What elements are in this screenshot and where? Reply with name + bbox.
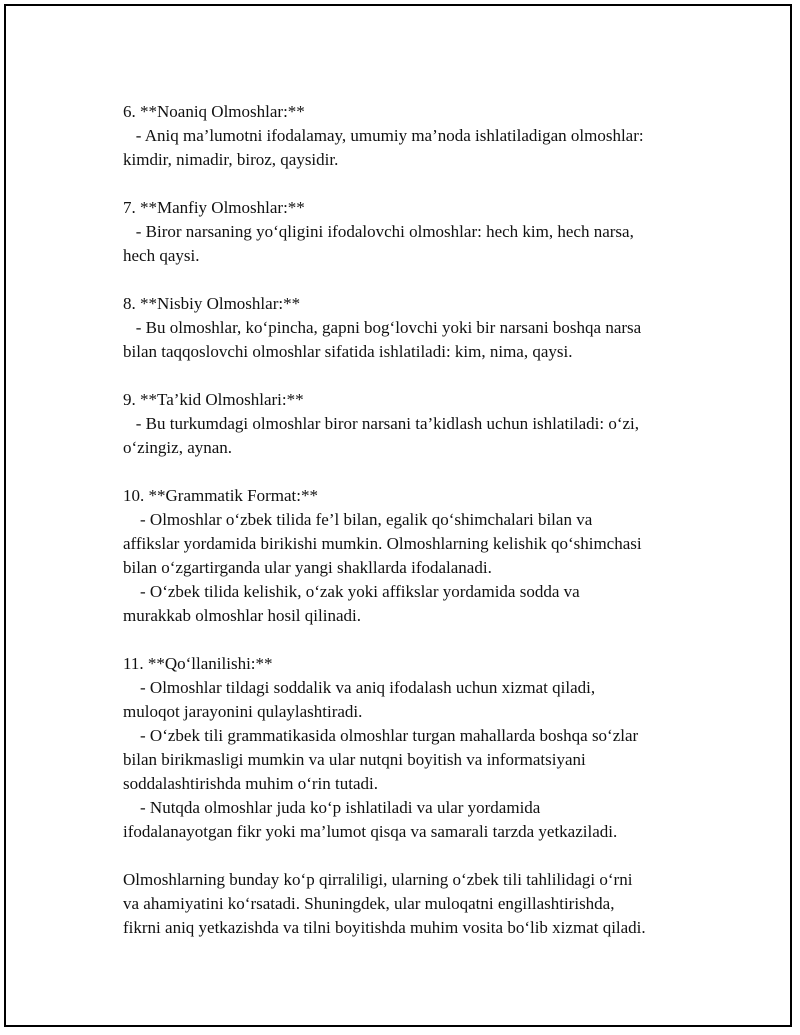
document-page: [4, 4, 792, 1027]
paragraph-line: - Olmoshlar tildagi soddalik va aniq ifodalash uchun xizmat qiladi,: [123, 678, 596, 697]
paragraph-line: o‘zingiz, aynan.: [123, 438, 233, 457]
paragraph-line: - O‘zbek tilida kelishik, o‘zak yoki affikslar yordamida sodda va: [123, 582, 580, 601]
document-body: [123, 100, 723, 964]
section-qollanilishi: [123, 652, 723, 844]
section-takid-olmoshlari: [123, 388, 723, 460]
paragraph-line: muloqot jarayonini qulaylashtiradi.: [123, 702, 363, 721]
section-heading: 10. **Grammatik Format:**: [123, 486, 319, 505]
paragraph-line: - Bu olmoshlar, ko‘pincha, gapni bog‘lovchi yoki bir narsani boshqa narsa: [123, 318, 642, 337]
paragraph-line: fikrni aniq yetkazishda va tilni boyitishda muhim vosita bo‘lib xizmat qiladi.: [123, 918, 646, 937]
closing-paragraph: [123, 868, 723, 940]
paragraph-line: - Nutqda olmoshlar juda ko‘p ishlatiladi va ular yordamida: [123, 798, 541, 817]
paragraph-line: soddalashtirishda muhim o‘rin tutadi.: [123, 774, 378, 793]
paragraph-line: - O‘zbek tili grammatikasida olmoshlar turgan mahallarda boshqa so‘zlar: [123, 726, 639, 745]
section-grammatik-format: [123, 484, 723, 628]
paragraph-line: - Biror narsaning yo‘qligini ifodalovchi olmoshlar: hech kim, hech narsa,: [123, 222, 634, 241]
section-heading: 6. **Noaniq Olmoshlar:**: [123, 102, 305, 121]
section-nisbiy-olmoshlar: [123, 292, 723, 364]
paragraph-line: affikslar yordamida birikishi mumkin. Olmoshlarning kelishik qo‘shimchasi: [123, 534, 642, 553]
paragraph-line: ifodalanayotgan fikr yoki ma’lumot qisqa va samarali tarzda yetkaziladi.: [123, 822, 618, 841]
section-heading: 9. **Ta’kid Olmoshlari:**: [123, 390, 304, 409]
section-heading: 11. **Qo‘llanilishi:**: [123, 654, 273, 673]
paragraph-line: bilan o‘zgartirganda ular yangi shakllarda ifodalanadi.: [123, 558, 492, 577]
paragraph-line: - Bu turkumdagi olmoshlar biror narsani ta’kidlash uchun ishlatiladi: o‘zi,: [123, 414, 640, 433]
paragraph-line: Olmoshlarning bunday ko‘p qirraliligi, ularning o‘zbek tili tahlilidagi o‘rni: [123, 870, 633, 889]
section-heading: 8. **Nisbiy Olmoshlar:**: [123, 294, 301, 313]
paragraph-line: bilan taqqoslovchi olmoshlar sifatida ishlatiladi: kim, nima, qaysi.: [123, 342, 573, 361]
paragraph-line: hech qaysi.: [123, 246, 200, 265]
paragraph-line: bilan birikmasligi mumkin va ular nutqni boyitish va informatsiyani: [123, 750, 586, 769]
paragraph-line: - Aniq ma’lumotni ifodalamay, umumiy ma’noda ishlatiladigan olmoshlar:: [123, 126, 644, 145]
paragraph-line: va ahamiyatini ko‘rsatadi. Shuningdek, ular muloqatni engillashtirishda,: [123, 894, 615, 913]
section-noaniq-olmoshlar: [123, 100, 723, 172]
paragraph-line: kimdir, nimadir, biroz, qaysidir.: [123, 150, 339, 169]
paragraph-line: - Olmoshlar o‘zbek tilida fe’l bilan, egalik qo‘shimchalari bilan va: [123, 510, 593, 529]
section-manfiy-olmoshlar: [123, 196, 723, 268]
paragraph-line: murakkab olmoshlar hosil qilinadi.: [123, 606, 361, 625]
section-heading: 7. **Manfiy Olmoshlar:**: [123, 198, 305, 217]
